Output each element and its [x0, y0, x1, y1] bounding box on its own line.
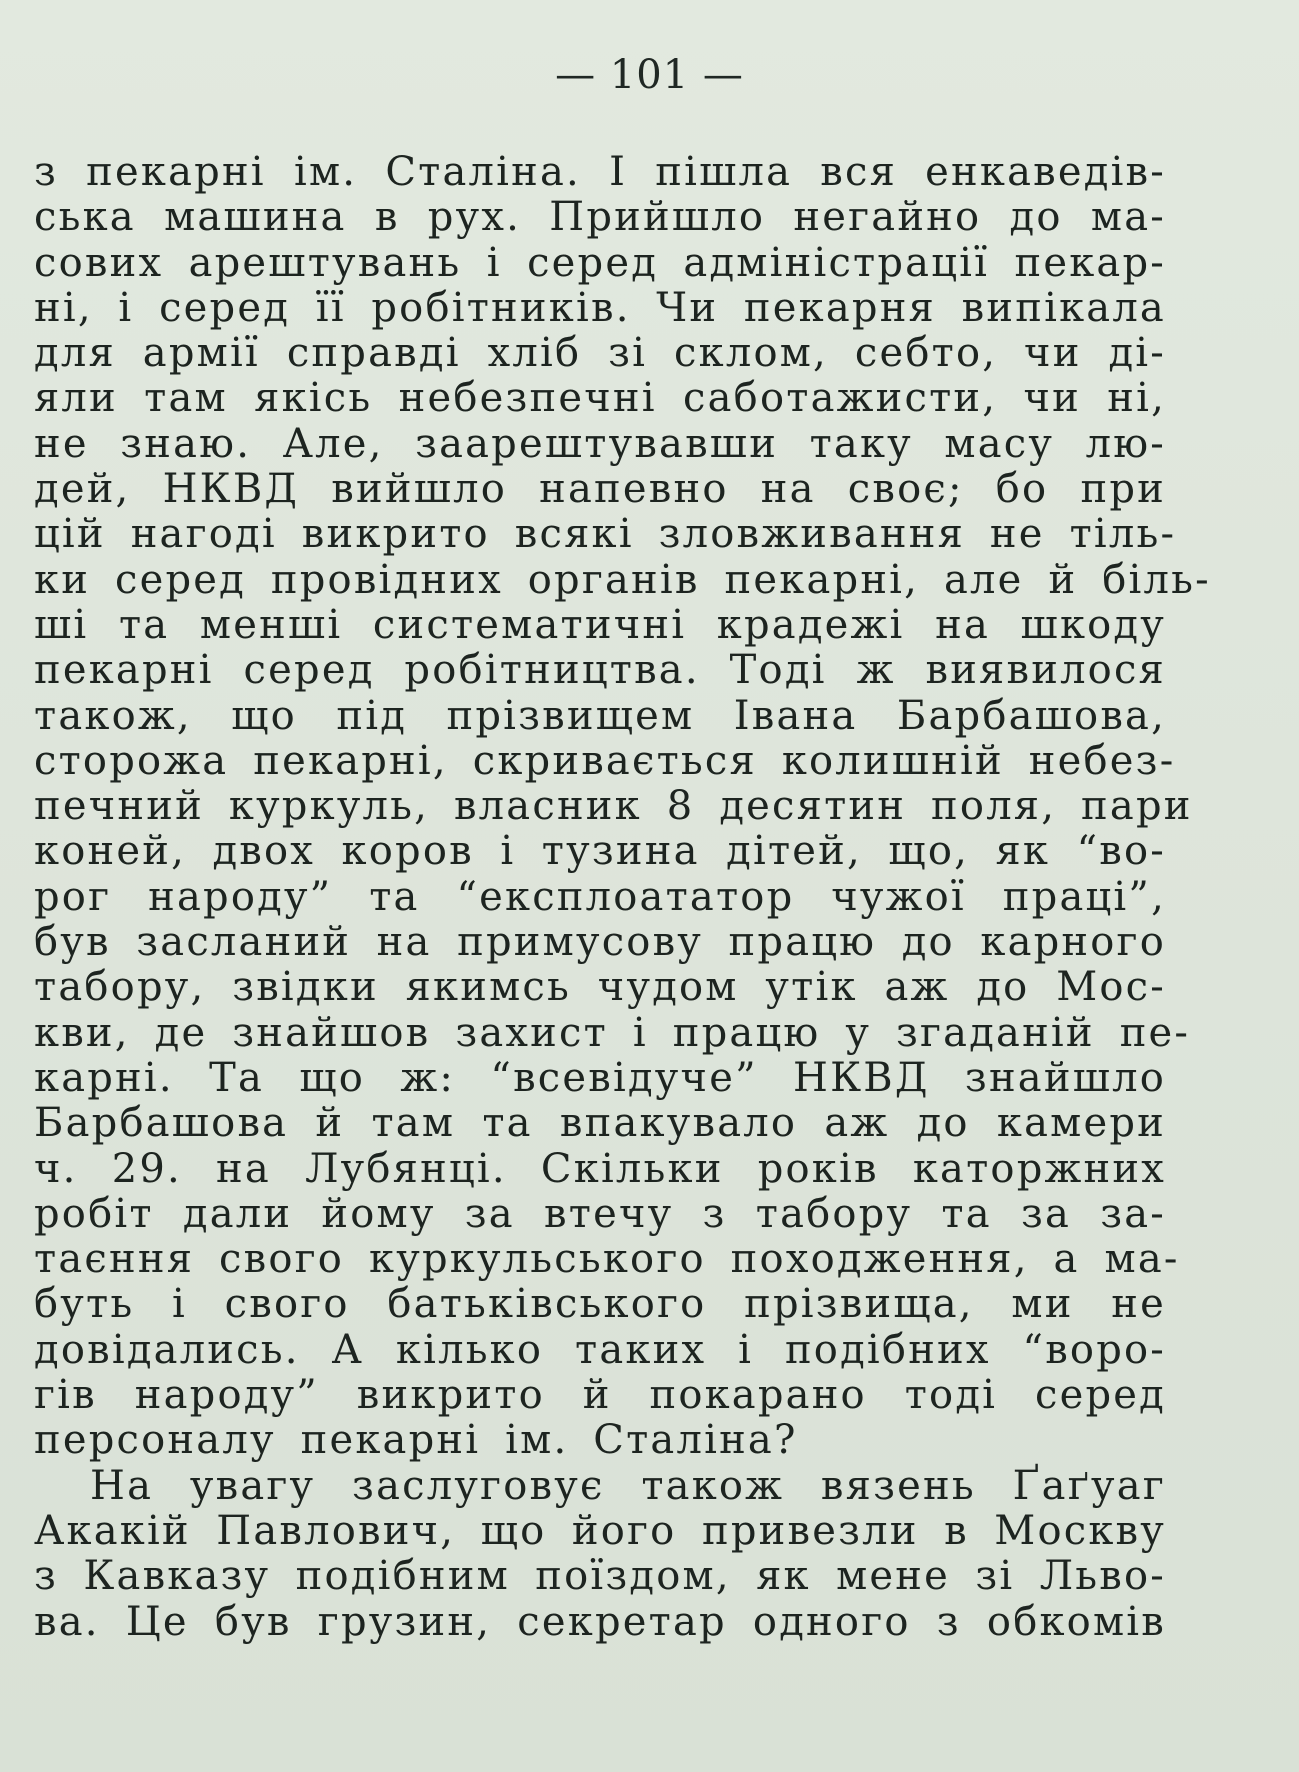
page-number: — 101 —	[555, 52, 744, 98]
text-line: робіт дали йому за втечу з табору та за за-	[34, 1190, 1166, 1237]
text-line: був засланий на примусову працю до карного	[34, 919, 1166, 966]
text-line: з Кавказу подібним поїздом, як мене зі Льво-	[34, 1553, 1166, 1600]
text-line: печний куркуль, власник 8 десятин поля, пари	[34, 783, 1193, 830]
text-line: табору, звідки якимсь чудом утік аж до Мос-	[34, 964, 1166, 1011]
text-line: таєння свого куркульського походження, а ма-	[34, 1236, 1180, 1283]
text-line: також, що під прізвищем Івана Барбашова,	[34, 692, 1166, 739]
text-line: з пекарні ім. Сталіна. І пішла вся енкаведів-	[34, 149, 1166, 195]
text-line: коней, двох коров і тузина дітей, що, як “во-	[34, 828, 1166, 875]
text-line: кви, де знайшов захист і працю у згаданій пе-	[34, 1009, 1191, 1056]
text-line: ки серед провідних органів пекарні, але й біль-	[34, 556, 1211, 603]
text-line: ші та менші систематичні крадежі на шкоду	[34, 601, 1166, 648]
text-line: буть і свого батьківського прізвища, ми не	[34, 1281, 1166, 1328]
text-line: для армії справді хліб зі склом, себто, чи ді-	[34, 330, 1166, 377]
text-line: ні, і серед її робітників. Чи пекарня випікала	[34, 284, 1166, 331]
text-line: сових арештувань і серед адміністрації пекар-	[34, 239, 1166, 286]
text-line: цій нагоді викрито всякі зловживання не тіль-	[34, 511, 1177, 558]
text-line: ч. 29. на Лубянці. Скільки років каторжних	[34, 1145, 1166, 1192]
text-line: ська машина в рух. Прийшло негайно до ма-	[34, 194, 1166, 241]
text-line: Барбашова й там та впакувало аж до камери	[34, 1100, 1166, 1147]
text-line: ва. Це був грузин, секретар одного з обкомів	[34, 1598, 1166, 1645]
text-line: дей, НКВД вийшло напевно на своє; бо при	[34, 466, 1166, 513]
body-text	[34, 149, 1211, 1645]
text-line: карні. Та що ж: “всевідуче” НКВД знайшло	[34, 1054, 1166, 1101]
paragraph-start-line: На увагу заслуговує також вязень Ґаґуаг	[90, 1462, 1166, 1509]
text-line: яли там якісь небезпечні саботажисти, чи ні,	[34, 375, 1166, 422]
text-line: пекарні серед робітництва. Тоді ж виявилося	[34, 647, 1166, 694]
text-line: не знаю. Але, заарештувавши таку масу лю-	[34, 420, 1166, 467]
text-line: персоналу пекарні ім. Сталіна?	[34, 1417, 798, 1464]
text-line: гів народу” викрито й покарано тоді серед	[34, 1372, 1166, 1419]
text-line: довідались. А кілько таких і подібних “воро-	[34, 1326, 1166, 1373]
text-line: Акакій Павлович, що його привезли в Москву	[34, 1507, 1166, 1554]
text-line: рог народу” та “експлоататор чужої праці”,	[34, 873, 1166, 920]
text-line: сторожа пекарні, скривається колишній небез-	[34, 737, 1176, 784]
